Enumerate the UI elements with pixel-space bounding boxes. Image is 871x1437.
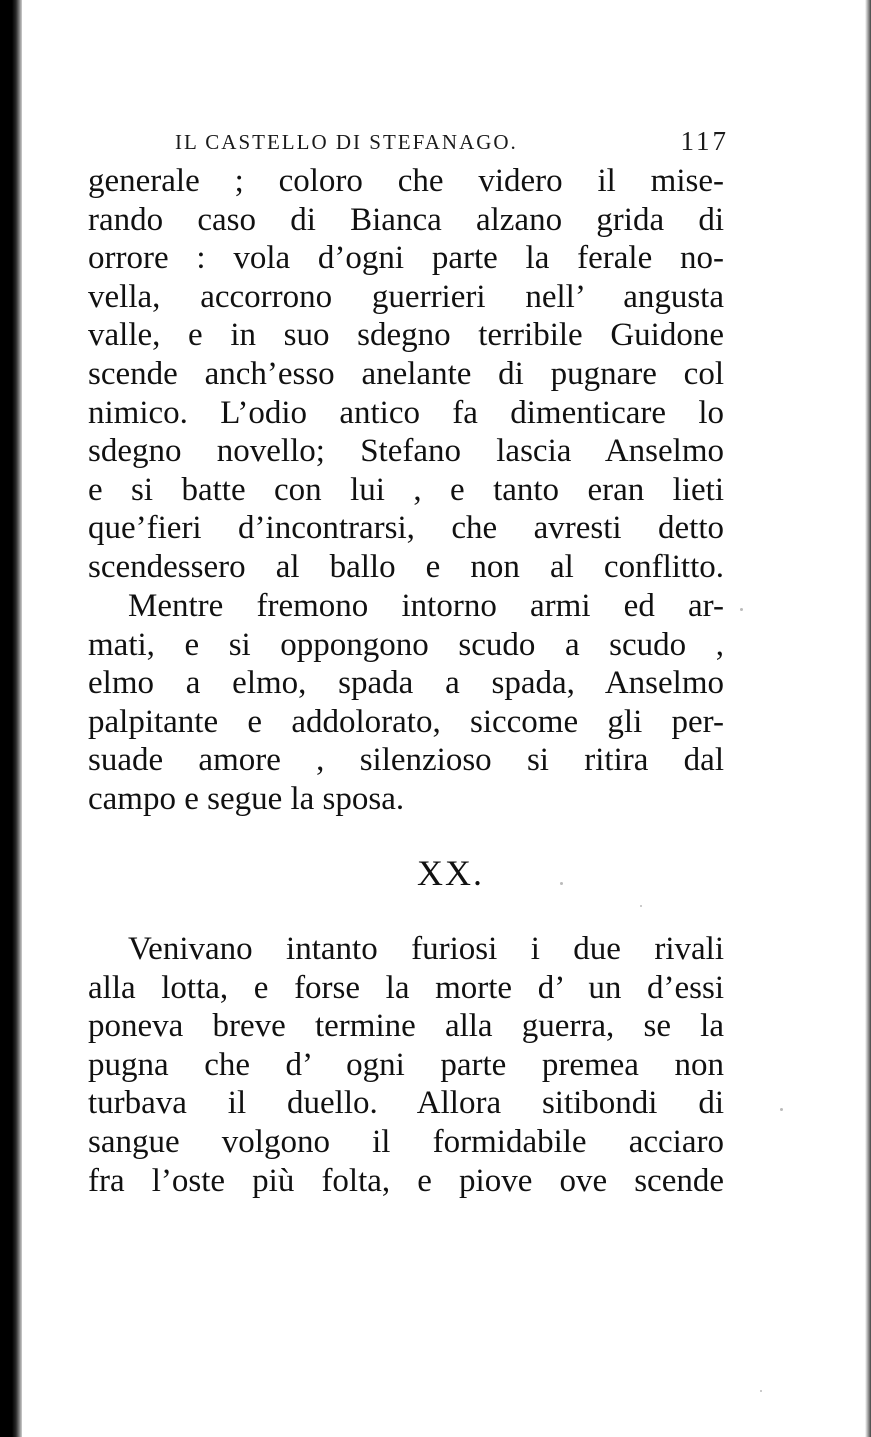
running-title: IL CASTELLO DI STEFANAGO. [175, 130, 518, 154]
text-line: scendessero al ballo e non al conflitto. [88, 548, 724, 585]
page-header [175, 126, 729, 166]
scan-page-edge [865, 0, 871, 1437]
text-line: nimico. L’odio antico fa dimenticare lo [88, 394, 724, 431]
paragraph [88, 930, 724, 1200]
scan-speck [640, 905, 642, 907]
text-line: Venivano intanto furiosi i due rivali [128, 931, 724, 967]
text-line: orrore : vola d’ogni parte la ferale no- [88, 240, 724, 277]
text-line: elmo a elmo, spada a spada, Anselmo [88, 665, 724, 702]
text-line: generale ; coloro che videro il mise- [88, 163, 724, 199]
text-line: sangue volgono il formidabile acciaro [88, 1123, 724, 1160]
text-line: rando caso di Bianca alzano grida di [88, 201, 724, 238]
text-line: mati, e si oppongono scudo a scudo , [88, 626, 724, 663]
text-line: fra l’oste più folta, e piove ove scende [88, 1162, 724, 1199]
text-line: valle, e in suo sdegno terribile Guidone [88, 317, 724, 354]
scan-binding-edge [0, 0, 22, 1437]
scan-speck [560, 882, 563, 885]
text-line: campo e segue la sposa. [88, 780, 405, 817]
scan-speck [780, 1108, 783, 1111]
scan-speck [760, 1390, 762, 1392]
page-number: 117 [680, 126, 729, 156]
text-line: Mentre fremono intorno armi ed ar- [128, 588, 724, 624]
text-line: e si batte con lui , e tanto eran lieti [88, 471, 724, 508]
text-line: sdegno novello; Stefano lascia Anselmo [88, 433, 724, 470]
paragraph-continued [88, 162, 724, 587]
text-line: vella, accorrono guerrieri nell’ angusta [88, 278, 724, 315]
text-line: scende anch’esso anelante di pugnare col [88, 355, 724, 392]
section-heading: XX. [417, 853, 484, 893]
text-line: pugna che d’ ogni parte premea non [88, 1046, 724, 1083]
text-line: que’fieri d’incontrarsi, che avresti detto [88, 510, 724, 547]
text-line: poneva breve termine alla guerra, se la [88, 1008, 724, 1045]
text-line: turbava il duello. Allora sitibondi di [88, 1085, 724, 1122]
scan-speck [740, 608, 743, 611]
text-line: palpitante e addolorato, siccome gli per- [88, 703, 724, 740]
text-line: alla lotta, e forse la morte d’ un d’essi [88, 969, 724, 1006]
paragraph [88, 587, 724, 819]
text-line: suade amore , silenzioso si ritira dal [88, 742, 724, 779]
